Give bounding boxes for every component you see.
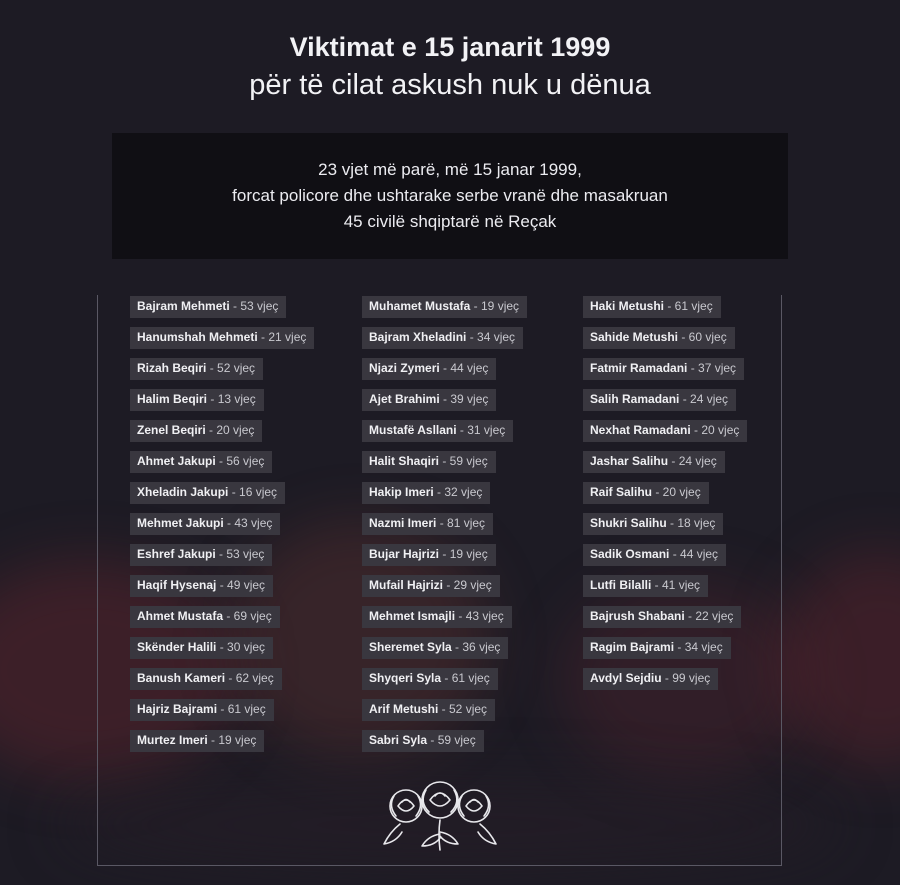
victim-row: [130, 730, 314, 761]
victim-row: [130, 637, 314, 668]
roses-icon: [380, 772, 500, 856]
victim-name: Nazmi Imeri: [369, 516, 437, 530]
victim-name: Halit Shaqiri: [369, 454, 440, 468]
victim-age: - 43 vjeç: [455, 609, 504, 623]
victim-name: Halim Beqiri: [137, 392, 208, 406]
victim-tag: [362, 327, 523, 349]
victim-tag: [362, 606, 512, 628]
victim-age: - 31 vjeç: [456, 423, 506, 437]
victim-age: - 20 vjeç: [652, 485, 701, 499]
victim-row: [583, 668, 747, 699]
victim-tag: [362, 668, 498, 690]
victim-tag: [130, 420, 262, 442]
victim-row: [362, 327, 527, 358]
victim-row: [130, 389, 314, 420]
victim-name: Sahide Metushi: [590, 330, 679, 344]
victim-name: Eshref Jakupi: [137, 547, 216, 561]
victim-name: Hakip Imeri: [369, 485, 434, 499]
victim-name: Skënder Halili: [137, 640, 217, 654]
victim-name: Lutfi Bilalli: [590, 578, 652, 592]
victim-tag: [362, 451, 496, 473]
victim-age: - 34 vjeç: [674, 640, 723, 654]
victim-age: - 30 vjeç: [216, 640, 266, 654]
victim-tag: [130, 327, 314, 349]
victim-name: Nexhat Ramadani: [590, 423, 691, 437]
victim-name: Haqif Hysenaj: [137, 578, 217, 592]
victims-column-3: [583, 296, 747, 699]
victim-row: [583, 637, 747, 668]
victim-row: [130, 327, 314, 358]
victim-row: [583, 575, 747, 606]
victim-age: - 59 vjeç: [427, 733, 476, 747]
victim-age: - 37 vjeç: [687, 361, 737, 375]
victim-age: - 20 vjeç: [205, 423, 255, 437]
victim-row: [583, 482, 747, 513]
victim-age: - 19 vjeç: [470, 299, 520, 313]
victim-tag: [583, 668, 718, 690]
victim-age: - 21 vjeç: [257, 330, 307, 344]
victim-name: Haki Metushi: [590, 299, 665, 313]
victim-row: [362, 482, 527, 513]
intro-line-1: 23 vjet më parë, më 15 janar 1999,: [318, 160, 582, 179]
victim-age: - 61 vjeç: [441, 671, 490, 685]
victim-row: [130, 296, 314, 327]
victim-age: - 32 vjeç: [433, 485, 483, 499]
victim-age: - 16 vjeç: [228, 485, 278, 499]
victim-name: Salih Ramadani: [590, 392, 680, 406]
victim-tag: [583, 327, 735, 349]
victim-name: Shukri Salihu: [590, 516, 667, 530]
victim-age: - 44 vjeç: [439, 361, 489, 375]
victim-row: [362, 358, 527, 389]
victim-row: [362, 699, 527, 730]
victim-tag: [583, 296, 721, 318]
victim-name: Rizah Beqiri: [137, 361, 207, 375]
victim-age: - 52 vjeç: [438, 702, 488, 716]
victim-age: - 49 vjeç: [216, 578, 266, 592]
victim-tag: [362, 420, 513, 442]
victim-name: Ajet Brahimi: [369, 392, 440, 406]
victim-row: [362, 296, 527, 327]
victim-tag: [130, 482, 285, 504]
victim-tag: [130, 730, 264, 752]
victim-age: - 19 vjeç: [207, 733, 257, 747]
victim-name: Shyqeri Syla: [369, 671, 442, 685]
victim-row: [583, 296, 747, 327]
victim-row: [583, 389, 747, 420]
victim-tag: [130, 389, 264, 411]
intro-line-2: forcat policore dhe ushtarake serbe vranë dhe masakruan: [232, 186, 668, 205]
victim-tag: [130, 668, 282, 690]
victim-age: - 24 vjeç: [679, 392, 729, 406]
victim-tag: [362, 730, 484, 752]
victim-tag: [362, 482, 490, 504]
victim-name: Bajram Xheladini: [369, 330, 467, 344]
victim-name: Mufail Hajrizi: [369, 578, 444, 592]
victim-row: [130, 358, 314, 389]
title-line-2: për të cilat askush nuk u dënua: [249, 69, 651, 101]
victim-name: Njazi Zymeri: [369, 361, 440, 375]
victim-name: Sadik Osmani: [590, 547, 670, 561]
victim-row: [130, 668, 314, 699]
victim-age: - 29 vjeç: [443, 578, 492, 592]
victim-name: Bajram Mehmeti: [137, 299, 230, 313]
victim-tag: [583, 451, 725, 473]
victim-age: - 20 vjeç: [690, 423, 740, 437]
victim-age: - 43 vjeç: [223, 516, 273, 530]
victim-row: [362, 420, 527, 451]
victim-name: Hajriz Bajrami: [137, 702, 218, 716]
victim-age: - 69 vjeç: [223, 609, 272, 623]
victim-name: Arif Metushi: [369, 702, 439, 716]
victim-row: [130, 575, 314, 606]
victim-name: Ragim Bajrami: [590, 640, 675, 654]
victim-name: Hanumshah Mehmeti: [137, 330, 258, 344]
victim-name: Banush Kameri: [137, 671, 226, 685]
victim-tag: [583, 637, 731, 659]
victim-age: - 61 vjeç: [217, 702, 266, 716]
victim-name: Xheladin Jakupi: [137, 485, 229, 499]
victim-age: - 53 vjeç: [215, 547, 265, 561]
victim-row: [362, 575, 527, 606]
victim-tag: [362, 296, 527, 318]
victim-row: [583, 513, 747, 544]
victim-row: [130, 420, 314, 451]
victim-row: [362, 544, 527, 575]
victim-name: Mehmet Ismajli: [369, 609, 456, 623]
victim-name: Raif Salihu: [590, 485, 653, 499]
victim-age: - 18 vjeç: [666, 516, 716, 530]
victim-row: [362, 389, 527, 420]
victim-age: - 59 vjeç: [439, 454, 488, 468]
victim-tag: [130, 296, 286, 318]
victim-row: [362, 668, 527, 699]
victim-tag: [130, 575, 273, 597]
victim-tag: [130, 544, 272, 566]
victim-age: - 44 vjeç: [669, 547, 719, 561]
victim-name: Avdyl Sejdiu: [590, 671, 662, 685]
victim-row: [362, 637, 527, 668]
victim-row: [583, 358, 747, 389]
victim-row: [583, 606, 747, 637]
victim-tag: [130, 358, 263, 380]
victim-row: [583, 544, 747, 575]
victim-age: - 13 vjeç: [207, 392, 256, 406]
victim-tag: [130, 637, 273, 659]
victim-tag: [362, 544, 496, 566]
victim-tag: [362, 358, 496, 380]
victim-name: Mehmet Jakupi: [137, 516, 224, 530]
victim-age: - 24 vjeç: [668, 454, 717, 468]
victims-column-1: [130, 296, 314, 761]
victim-tag: [583, 544, 726, 566]
victim-age: - 53 vjeç: [229, 299, 279, 313]
victim-tag: [583, 420, 747, 442]
victim-row: [130, 482, 314, 513]
intro-line-3: 45 civilë shqiptarë në Reçak: [343, 212, 557, 231]
victim-tag: [130, 606, 280, 628]
victim-row: [130, 606, 314, 637]
title-line-1: Viktimat e 15 janarit 1999: [289, 32, 611, 62]
victim-name: Fatmir Ramadani: [590, 361, 688, 375]
victim-row: [362, 451, 527, 482]
victim-name: Muhamet Mustafa: [369, 299, 471, 313]
victim-age: - 99 vjeç: [661, 671, 711, 685]
victim-name: Murtez Imeri: [137, 733, 208, 747]
victim-age: - 60 vjeç: [678, 330, 727, 344]
victim-row: [362, 730, 527, 761]
page-title: [0, 30, 900, 104]
victim-row: [583, 451, 747, 482]
victim-tag: [130, 451, 272, 473]
victim-tag: [583, 513, 723, 535]
victim-tag: [362, 575, 500, 597]
victim-row: [362, 513, 527, 544]
victim-name: Ahmet Jakupi: [137, 454, 216, 468]
victim-name: Bajrush Shabani: [590, 609, 685, 623]
victim-age: - 22 vjeç: [684, 609, 734, 623]
victim-age: - 36 vjeç: [451, 640, 501, 654]
victim-name: Bujar Hajrizi: [369, 547, 440, 561]
victim-age: - 56 vjeç: [215, 454, 265, 468]
victims-column-2: [362, 296, 527, 761]
victim-tag: [362, 513, 493, 535]
victim-age: - 81 vjeç: [436, 516, 486, 530]
victim-tag: [362, 637, 508, 659]
victim-age: - 52 vjeç: [206, 361, 256, 375]
victim-age: - 34 vjeç: [466, 330, 516, 344]
victim-age: - 61 vjeç: [664, 299, 713, 313]
victim-age: - 19 vjeç: [439, 547, 488, 561]
victim-age: - 39 vjeç: [439, 392, 489, 406]
victim-tag: [130, 699, 274, 721]
victim-row: [130, 544, 314, 575]
victim-tag: [362, 699, 495, 721]
victim-row: [130, 699, 314, 730]
victim-row: [130, 451, 314, 482]
victim-row: [583, 327, 747, 358]
victim-age: - 62 vjeç: [225, 671, 274, 685]
victim-tag: [583, 358, 744, 380]
victim-name: Ahmet Mustafa: [137, 609, 224, 623]
victim-age: - 41 vjeç: [651, 578, 701, 592]
victim-name: Mustafë Asllani: [369, 423, 457, 437]
intro-box: [112, 133, 788, 259]
victim-tag: [362, 389, 496, 411]
victim-row: [583, 420, 747, 451]
victim-row: [362, 606, 527, 637]
victim-name: Zenel Beqiri: [137, 423, 206, 437]
victim-tag: [583, 389, 736, 411]
victim-tag: [583, 606, 741, 628]
victim-row: [130, 513, 314, 544]
victim-name: Sabri Syla: [369, 733, 428, 747]
victim-tag: [583, 482, 709, 504]
victim-name: Sheremet Syla: [369, 640, 452, 654]
victim-tag: [583, 575, 708, 597]
victim-name: Jashar Salihu: [590, 454, 669, 468]
victim-tag: [130, 513, 280, 535]
